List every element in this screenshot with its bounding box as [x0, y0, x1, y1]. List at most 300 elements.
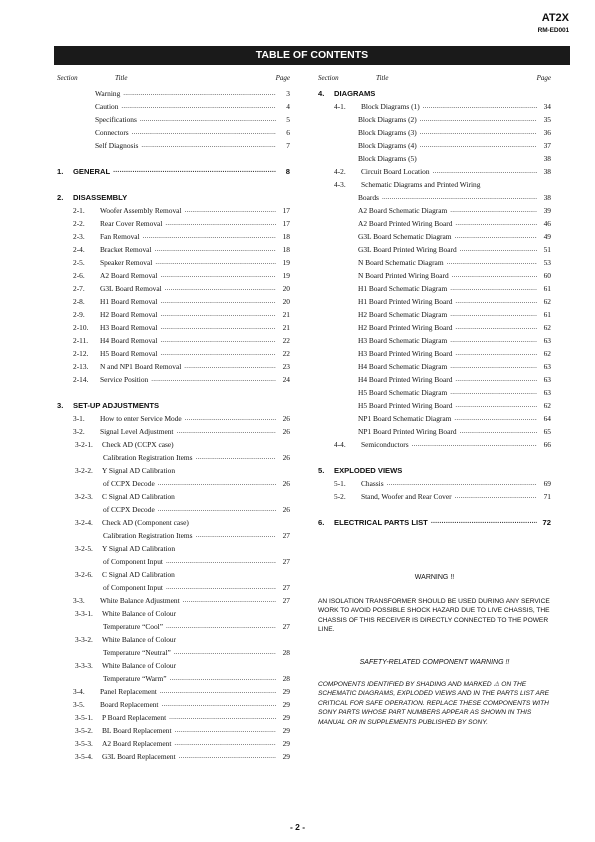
- toc-entry-title: NP1 Board Printed Wiring Board: [358, 427, 457, 436]
- toc-entry: [57, 295, 290, 308]
- leader-dots: [450, 336, 537, 344]
- leader-dots: [158, 479, 276, 487]
- leader-dots: [160, 323, 276, 331]
- toc-entry-number: 2-3.: [73, 232, 85, 241]
- title-header: Title: [376, 74, 389, 82]
- leader-dots: [170, 674, 276, 682]
- toc-entry-page: 26: [282, 427, 290, 436]
- toc-entry-title: Temperature “Neutral”: [103, 648, 171, 657]
- toc-section-heading: [318, 516, 551, 529]
- toc-entry-number: 2-4.: [73, 245, 85, 254]
- toc-entry-page: 71: [543, 492, 551, 501]
- leader-dots: [166, 557, 276, 565]
- leader-dots: [132, 128, 276, 136]
- toc-entry: [57, 659, 290, 672]
- toc-entry-title: of Component Input: [103, 557, 163, 566]
- toc-entry-number: 3-5.: [73, 700, 85, 709]
- toc-entry: [57, 425, 290, 438]
- toc-entry-title: N Board Printed Wiring Board: [358, 271, 449, 280]
- toc-entry: [57, 633, 290, 646]
- leader-dots: [455, 219, 537, 227]
- toc-entry-title: White Balance Adjustment: [100, 596, 180, 605]
- leader-dots: [447, 258, 537, 266]
- toc-entry: [57, 334, 290, 347]
- toc-entry-page: 29: [282, 687, 290, 696]
- toc-entry: [318, 360, 551, 373]
- toc-entry: [57, 555, 290, 568]
- toc-entry-number: 5-1.: [334, 479, 346, 488]
- leader-dots: [454, 414, 537, 422]
- page-header: Page: [275, 74, 290, 82]
- toc-entry-title: Semiconductors: [361, 440, 409, 449]
- toc-entry-title: A2 Board Removal: [100, 271, 158, 280]
- leader-dots: [460, 245, 537, 253]
- leader-dots: [460, 427, 537, 435]
- toc-section-heading: [57, 165, 290, 178]
- toc-entry: [318, 321, 551, 334]
- toc-entry-page: 27: [282, 557, 290, 566]
- toc-entry-page: 29: [282, 713, 290, 722]
- toc-entry: [57, 113, 290, 126]
- toc-entry-page: 22: [282, 336, 290, 345]
- toc-entry-title: Panel Replacement: [100, 687, 157, 696]
- toc-entry-number: 2-10.: [73, 323, 89, 332]
- toc-entry-title: Board Replacement: [100, 700, 159, 709]
- toc-entry-number: 3-2-6.: [75, 570, 93, 579]
- toc-entry: [318, 126, 551, 139]
- page-header: Page: [536, 74, 551, 82]
- toc-entry-page: 17: [282, 219, 290, 228]
- leader-dots: [160, 271, 276, 279]
- toc-entry-title: Self Diagnosis: [95, 141, 139, 150]
- toc-entry-title: Block Diagrams (5): [358, 154, 417, 163]
- toc-entry-title: Stand, Woofer and Rear Cover: [361, 492, 452, 501]
- toc-entry-title: Circuit Board Location: [361, 167, 430, 176]
- toc-section-heading: [318, 87, 551, 100]
- toc-entry-title: DIAGRAMS: [334, 89, 376, 98]
- leader-dots: [160, 310, 276, 318]
- leader-dots: [121, 102, 276, 110]
- toc-entry-number: 3-1.: [73, 414, 85, 423]
- toc-entry-number: 2-5.: [73, 258, 85, 267]
- toc-entry-title: White Balance of Colour: [102, 635, 177, 644]
- toc-entry-title: H2 Board Removal: [100, 310, 158, 319]
- safety-warning-text: COMPONENTS IDENTIFIED BY SHADING AND MARKED ⚠ ON THE SCHEMATIC DIAGRAMS, EXPLODED VIEWS AND IN THE PARTS LIST ARE CRITICAL FOR SAFE OPERATION. REPLACE THESE COMPONENTS WITH SONY PARTS WHOSE PART NUMBERS APPEAR AS SHOWN IN THIS MANUAL OR IN SUPPLEMENTS PUBLISHED BY SONY.: [318, 681, 550, 726]
- toc-entry-page: 7: [286, 141, 290, 150]
- leader-dots: [455, 401, 537, 409]
- leader-dots: [455, 297, 537, 305]
- toc-entry-number: 3-3-3.: [75, 661, 93, 670]
- toc-entry: [57, 139, 290, 152]
- toc-entry: [318, 308, 551, 321]
- toc-entry-title: G3L Board Removal: [100, 284, 162, 293]
- toc-entry: [57, 685, 290, 698]
- toc-entry-title: of CCPX Decode: [103, 479, 155, 488]
- toc-entry: [57, 347, 290, 360]
- toc-entry-page: 63: [543, 388, 551, 397]
- toc-entry-number: 3-2-5.: [75, 544, 93, 553]
- toc-entry-page: 4: [286, 102, 290, 111]
- toc-entry: [318, 139, 551, 152]
- toc-banner: TABLE OF CONTENTS: [54, 46, 570, 65]
- toc-entry-title: H2 Board Schematic Diagram: [358, 310, 448, 319]
- toc-entry-page: 62: [543, 323, 551, 332]
- leader-dots: [174, 648, 276, 656]
- leader-dots: [450, 362, 537, 370]
- leader-dots: [160, 297, 276, 305]
- toc-entry: [57, 646, 290, 659]
- toc-entry-page: 18: [282, 245, 290, 254]
- toc-entry-page: 62: [543, 297, 551, 306]
- toc-entry-title: H3 Board Printed Wiring Board: [358, 349, 453, 358]
- toc-entry-page: 65: [543, 427, 551, 436]
- toc-entry: [57, 412, 290, 425]
- section-header: Section: [57, 74, 78, 82]
- leader-dots: [160, 336, 276, 344]
- toc-entry-number: 2-6.: [73, 271, 85, 280]
- leader-dots: [185, 414, 276, 422]
- toc-entry-number: 2-7.: [73, 284, 85, 293]
- toc-entry: [318, 204, 551, 217]
- toc-entry-title: Block Diagrams (1): [361, 102, 420, 111]
- toc-entry-page: 69: [543, 479, 551, 488]
- toc-entry: [57, 477, 290, 490]
- toc-entry-page: 61: [543, 284, 551, 293]
- toc-entry: [57, 568, 290, 581]
- toc-entry-title: H5 Board Schematic Diagram: [358, 388, 448, 397]
- toc-entry: [318, 334, 551, 347]
- toc-entry-title: H4 Board Removal: [100, 336, 158, 345]
- toc-entry-title: A2 Board Replacement: [102, 739, 172, 748]
- leader-dots: [185, 206, 276, 214]
- toc-entry-page: 21: [282, 323, 290, 332]
- warning-text: AN ISOLATION TRANSFORMER SHOULD BE USED DURING ANY SERVICE WORK TO AVOID POSSIBLE SHOCK HAZARD DUE TO LIVE CHASSIS, THE CHASSIS OF THIS RECEIVER IS DIRECTLY CONNECTED TO THE POWER LINE.: [318, 598, 550, 634]
- toc-entry: [318, 152, 551, 165]
- toc-entry-number: 2-8.: [73, 297, 85, 306]
- page-number: - 2 -: [289, 822, 306, 832]
- safety-warning-title: SAFETY-RELATED COMPONENT WARNING !!: [359, 659, 510, 666]
- toc-entry-number: 3-2-2.: [75, 466, 93, 475]
- toc-entry-page: 38: [543, 167, 551, 176]
- toc-entry: [57, 464, 290, 477]
- toc-entry-title: White Balance of Colour: [102, 661, 177, 670]
- toc-entry-number: 4-2.: [334, 167, 346, 176]
- toc-entry-page: 38: [543, 154, 551, 163]
- toc-entry-page: 26: [282, 505, 290, 514]
- toc-entry-page: 27: [282, 583, 290, 592]
- toc-entry: [318, 113, 551, 126]
- toc-entry: [57, 542, 290, 555]
- leader-dots: [158, 505, 276, 513]
- leader-dots: [160, 349, 276, 357]
- toc-entry-title: H3 Board Removal: [100, 323, 158, 332]
- toc-entry-title: Check AD (Component case): [102, 518, 189, 527]
- toc-entry-title: White Balance of Colour: [102, 609, 177, 618]
- toc-entry-page: 63: [543, 336, 551, 345]
- toc-entry-title: N and NP1 Board Removal: [100, 362, 182, 371]
- toc-entry-number: 3-2-1.: [75, 440, 93, 449]
- toc-entry-page: 66: [543, 440, 551, 449]
- toc-entry-number: 5.: [318, 466, 325, 475]
- toc-entry-number: 2-13.: [73, 362, 89, 371]
- toc-entry: [57, 594, 290, 607]
- toc-entry-number: 2-14.: [73, 375, 89, 384]
- toc-entry-number: 3.: [57, 401, 64, 410]
- toc-entries-right: [318, 87, 551, 529]
- leader-dots: [431, 518, 537, 526]
- warning-title: WARNING !!: [414, 574, 455, 581]
- toc-right-column: [318, 74, 551, 529]
- toc-entry-page: 20: [282, 297, 290, 306]
- toc-entry: [57, 126, 290, 139]
- toc-spacer: [318, 451, 551, 464]
- toc-entry: [57, 750, 290, 763]
- toc-entry-page: 3: [286, 89, 290, 98]
- toc-entry-page: 28: [282, 674, 290, 683]
- toc-entry-page: 8: [285, 167, 290, 176]
- toc-entry: [318, 243, 551, 256]
- toc-entry: [57, 607, 290, 620]
- leader-dots: [166, 622, 276, 630]
- toc-entry: [57, 724, 290, 737]
- toc-entry: [318, 373, 551, 386]
- toc-entry-number: 2.: [57, 193, 64, 202]
- leader-dots: [387, 479, 537, 487]
- toc-entry: [318, 477, 551, 490]
- toc-entry-title: G3L Board Printed Wiring Board: [358, 245, 457, 254]
- toc-entry: [318, 386, 551, 399]
- toc-entry-title: How to enter Service Mode: [100, 414, 182, 423]
- leader-dots: [123, 89, 276, 97]
- toc-entry-title: Temperature “Cool”: [103, 622, 164, 631]
- toc-entry-page: 35: [543, 115, 551, 124]
- toc-entry: [318, 490, 551, 503]
- toc-entry-title: Boards: [358, 193, 379, 202]
- toc-entry-title: H2 Board Printed Wiring Board: [358, 323, 453, 332]
- toc-entry: [318, 412, 551, 425]
- leader-dots: [452, 271, 537, 279]
- toc-entry-title: H4 Board Printed Wiring Board: [358, 375, 453, 384]
- toc-entry: [57, 243, 290, 256]
- column-header: [318, 74, 551, 87]
- leader-dots: [420, 141, 537, 149]
- leader-dots: [155, 245, 276, 253]
- toc-entry-page: 63: [543, 375, 551, 384]
- toc-entry: [318, 178, 551, 191]
- toc-entry-title: SET-UP ADJUSTMENTS: [73, 401, 160, 410]
- toc-entry-title: Specifications: [95, 115, 137, 124]
- toc-entry-title: Block Diagrams (4): [358, 141, 417, 150]
- toc-entry-number: 1.: [57, 167, 64, 176]
- toc-entry-number: 3-5-2.: [75, 726, 93, 735]
- leader-dots: [160, 687, 276, 695]
- toc-spacer: [318, 503, 551, 516]
- toc-entry-number: 3-2-4.: [75, 518, 93, 527]
- toc-entry-title: Check AD (CCPX case): [102, 440, 174, 449]
- toc-entry-page: 63: [543, 362, 551, 371]
- toc-entry-title: NP1 Board Schematic Diagram: [358, 414, 452, 423]
- toc-entry: [57, 503, 290, 516]
- toc-entry-page: 26: [282, 414, 290, 423]
- leader-dots: [174, 739, 276, 747]
- leader-dots: [455, 375, 537, 383]
- leader-dots: [420, 115, 537, 123]
- toc-entry-page: 19: [282, 271, 290, 280]
- toc-entry: [57, 230, 290, 243]
- leader-dots: [177, 427, 277, 435]
- leader-dots: [162, 700, 277, 708]
- toc-entry-title: Connectors: [95, 128, 129, 137]
- leader-dots: [382, 193, 537, 201]
- toc-entry-page: 29: [282, 739, 290, 748]
- toc-entry-title: Signal Level Adjustment: [100, 427, 174, 436]
- toc-entry-number: 2-2.: [73, 219, 85, 228]
- toc-entry-page: 18: [282, 232, 290, 241]
- toc-entry: [57, 256, 290, 269]
- column-header: [57, 74, 290, 87]
- toc-entry-title: H5 Board Printed Wiring Board: [358, 401, 453, 410]
- toc-entry: [57, 87, 290, 100]
- toc-entry-page: 5: [286, 115, 290, 124]
- toc-entry: [57, 217, 290, 230]
- toc-entry: [57, 620, 290, 633]
- toc-entry-page: 26: [282, 453, 290, 462]
- toc-entry-title: Warning: [95, 89, 121, 98]
- toc-entry: [318, 438, 551, 451]
- toc-entry-title: Calibration Registration Items: [103, 453, 193, 462]
- toc-entry-page: 64: [543, 414, 551, 423]
- toc-entry: [57, 516, 290, 529]
- toc-entry: [57, 373, 290, 386]
- toc-entry-page: 61: [543, 310, 551, 319]
- toc-entry: [318, 230, 551, 243]
- toc-left-column: [57, 74, 290, 763]
- toc-entry: [318, 269, 551, 282]
- toc-entry: [57, 451, 290, 464]
- leader-dots: [450, 206, 537, 214]
- toc-entry-title: Service Position: [100, 375, 149, 384]
- leader-dots: [113, 167, 276, 175]
- toc-entry-page: 72: [542, 518, 551, 527]
- toc-entry-title: Block Diagrams (3): [358, 128, 417, 137]
- toc-entry-page: 29: [282, 726, 290, 735]
- toc-entry: [318, 191, 551, 204]
- toc-entry: [318, 425, 551, 438]
- toc-entry-page: 38: [543, 193, 551, 202]
- toc-entry: [57, 438, 290, 451]
- toc-entry-page: 21: [282, 310, 290, 319]
- toc-entry-title: of Component Input: [103, 583, 163, 592]
- toc-entry-title: Bracket Removal: [100, 245, 152, 254]
- toc-entry: [57, 737, 290, 750]
- toc-entry-title: H4 Board Schematic Diagram: [358, 362, 448, 371]
- toc-entry: [57, 581, 290, 594]
- toc-entry-page: 29: [282, 700, 290, 709]
- toc-entry: [318, 295, 551, 308]
- toc-entry-number: 3-5-3.: [75, 739, 93, 748]
- leader-dots: [450, 310, 537, 318]
- toc-entry: [57, 698, 290, 711]
- leader-dots: [455, 349, 537, 357]
- toc-entry-number: 2-1.: [73, 206, 85, 215]
- leader-dots: [196, 453, 277, 461]
- leader-dots: [175, 726, 276, 734]
- toc-entry-page: 28: [282, 648, 290, 657]
- toc-entry-title: G3L Board Schematic Diagram: [358, 232, 452, 241]
- toc-entry-page: 27: [282, 596, 290, 605]
- toc-entry-title: H5 Board Removal: [100, 349, 158, 358]
- toc-entry-number: 4-4.: [334, 440, 346, 449]
- toc-entry-number: 3-4.: [73, 687, 85, 696]
- toc-entry: [57, 490, 290, 503]
- toc-entry-title: C Signal AD Calibration: [102, 570, 175, 579]
- toc-entry-title: of CCPX Decode: [103, 505, 155, 514]
- toc-entry-page: 24: [282, 375, 290, 384]
- toc-entry-title: A2 Board Printed Wiring Board: [358, 219, 453, 228]
- toc-entry-page: 27: [282, 531, 290, 540]
- toc-entry-number: 3-2.: [73, 427, 85, 436]
- toc-section-heading: [57, 399, 290, 412]
- toc-entry: [57, 100, 290, 113]
- toc-entry: [57, 360, 290, 373]
- toc-entry-title: P Board Replacement: [102, 713, 167, 722]
- toc-entry-page: 36: [543, 128, 551, 137]
- manual-code: RM-ED001: [537, 27, 569, 34]
- toc-entry-page: 37: [543, 141, 551, 150]
- toc-entry-title: Speaker Removal: [100, 258, 153, 267]
- toc-entry-title: Schematic Diagrams and Printed Wiring: [361, 180, 481, 189]
- toc-entry: [57, 308, 290, 321]
- toc-entry-number: 2-9.: [73, 310, 85, 319]
- toc-entry-page: 34: [543, 102, 551, 111]
- toc-entry-page: 27: [282, 622, 290, 631]
- toc-entry-page: 62: [543, 401, 551, 410]
- toc-entry: [318, 100, 551, 113]
- leader-dots: [184, 362, 276, 370]
- toc-entry: [57, 204, 290, 217]
- leader-dots: [140, 115, 276, 123]
- toc-spacer: [57, 152, 290, 165]
- toc-entry-title: EXPLODED VIEWS: [334, 466, 403, 475]
- toc-section-heading: [57, 191, 290, 204]
- toc-entry-number: 2-11.: [73, 336, 89, 345]
- toc-entry-title: Temperature “Warm”: [103, 674, 167, 683]
- toc-entry-title: H1 Board Printed Wiring Board: [358, 297, 453, 306]
- toc-entry-page: 46: [543, 219, 551, 228]
- toc-entry-title: C Signal AD Calibration: [102, 492, 175, 501]
- toc-entry-number: 3-3-2.: [75, 635, 93, 644]
- leader-dots: [166, 583, 276, 591]
- toc-entry-title: Y Signal AD Calibration: [102, 466, 176, 475]
- toc-entry-title: ELECTRICAL PARTS LIST: [334, 518, 428, 527]
- leader-dots: [433, 167, 537, 175]
- toc-entry: [57, 672, 290, 685]
- toc-entry-number: 3-5-4.: [75, 752, 93, 761]
- leader-dots: [165, 284, 276, 292]
- leader-dots: [455, 232, 537, 240]
- toc-entry-title: A2 Board Schematic Diagram: [358, 206, 448, 215]
- leader-dots: [155, 258, 276, 266]
- toc-entry-number: 4-3.: [334, 180, 346, 189]
- toc-entry-page: 53: [543, 258, 551, 267]
- toc-entry: [318, 256, 551, 269]
- toc-entry-number: 3-2-3.: [75, 492, 93, 501]
- toc-entry-number: 3-3.: [73, 596, 85, 605]
- leader-dots: [179, 752, 276, 760]
- toc-entry-page: 19: [282, 258, 290, 267]
- toc-entry-title: Calibration Registration Items: [103, 531, 193, 540]
- toc-entry-page: 51: [543, 245, 551, 254]
